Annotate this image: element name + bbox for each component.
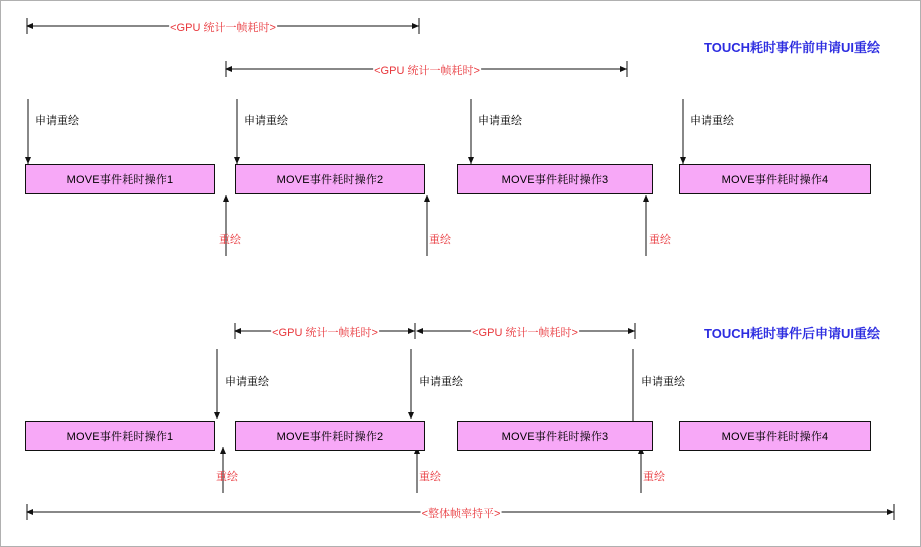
redraw-label-bottom-1: 重绘 <box>216 471 238 483</box>
move-event-box-top-3[interactable]: MOVE事件耗时操作3 <box>457 164 653 194</box>
move-event-box-bottom-3[interactable]: MOVE事件耗时操作3 <box>457 421 653 451</box>
title-top: TOUCH耗时事件前申请UI重绘 <box>704 40 880 55</box>
span-label-gpu-frame-top-1: <GPU 统计一帧耗时> <box>169 19 277 35</box>
request-redraw-label-top-1: 申请重绘 <box>35 115 79 127</box>
move-event-box-bottom-2[interactable]: MOVE事件耗时操作2 <box>235 421 425 451</box>
redraw-label-bottom-3: 重绘 <box>643 471 665 483</box>
request-redraw-label-bottom-1: 申请重绘 <box>225 376 269 388</box>
redraw-label-top-2: 重绘 <box>429 234 451 246</box>
request-redraw-label-top-3: 申请重绘 <box>478 115 522 127</box>
span-label-gpu-frame-top-2: <GPU 统计一帧耗时> <box>373 62 481 78</box>
request-redraw-label-bottom-3: 申请重绘 <box>641 376 685 388</box>
span-label-gpu-frame-bottom-1: <GPU 统计一帧耗时> <box>271 324 379 340</box>
request-redraw-label-bottom-2: 申请重绘 <box>419 376 463 388</box>
move-event-box-bottom-1[interactable]: MOVE事件耗时操作1 <box>25 421 215 451</box>
title-bottom: TOUCH耗时事件后申请UI重绘 <box>704 326 880 341</box>
request-redraw-label-top-2: 申请重绘 <box>244 115 288 127</box>
redraw-label-bottom-2: 重绘 <box>419 471 441 483</box>
move-event-box-top-2[interactable]: MOVE事件耗时操作2 <box>235 164 425 194</box>
move-event-box-bottom-4[interactable]: MOVE事件耗时操作4 <box>679 421 871 451</box>
move-event-box-top-4[interactable]: MOVE事件耗时操作4 <box>679 164 871 194</box>
redraw-label-top-3: 重绘 <box>649 234 671 246</box>
span-label-gpu-frame-bottom-2: <GPU 统计一帧耗时> <box>471 324 579 340</box>
span-label-overall-framerate: <整体帧率持平> <box>421 505 502 521</box>
request-redraw-label-top-4: 申请重绘 <box>690 115 734 127</box>
move-event-box-top-1[interactable]: MOVE事件耗时操作1 <box>25 164 215 194</box>
redraw-label-top-1: 重绘 <box>219 234 241 246</box>
diagram-lines <box>1 1 921 547</box>
